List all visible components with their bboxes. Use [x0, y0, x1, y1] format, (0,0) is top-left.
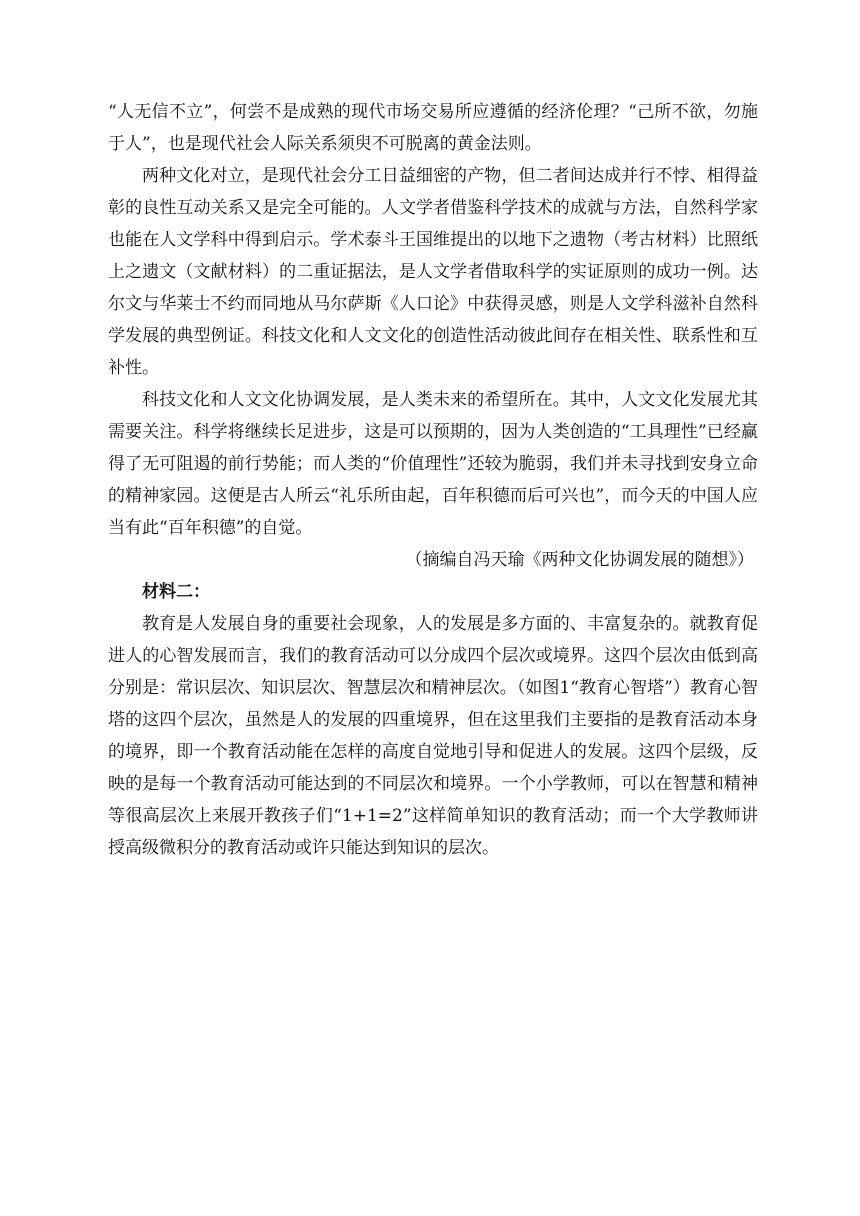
paragraph-continuation: “人无信不立”，何尝不是成熟的现代市场交易所应遵循的经济伦理？“己所不欲，勿施于人”，也是现代社会人际关系须臾不可脱离的黄金法则。 [108, 102, 758, 154]
source-citation: （摘编自冯天瑜《两种文化协调发展的随想》） [405, 550, 754, 570]
paragraph-education: 教育是人发展自身的重要社会现象，人的发展是多方面的、丰富复杂的。就教育促进人的心智发展而言，我们的教育活动可以分成四个层次或境界。这四个层次由低到高分别是：常识层次、知识层次、智慧层次和精神层次。（如图1“教育心智塔”）教育心智塔的这四个层次，虽然是人的发展的四重境界，但在这里我们主要指的是教育活动本身的境界，即一个教育活动能在怎样的高度自觉地引导和促进人的发展。这四个层级，反映的是每一个教育活动可能达到的不同层次和境界。一个小学教师，可以在智慧和精神等很高层次上来展开教孩子们“1+1=2”这样简单知识的教育活动；而一个大学教师讲授高级微积分的教育活动或许只能达到知识的层次。 [108, 614, 758, 858]
section-heading: 材料二： [142, 582, 210, 602]
paragraph-two-cultures: 两种文化对立，是现代社会分工日益细密的产物，但二者间达成并行不悖、相得益彰的良性互动关系又是完全可能的。人文学者借鉴科学技术的成就与方法，自然科学家也能在人文学科中得到启示。学术泰斗王国维提出的以地下之遗物（考古材料）比照纸上之遗文（文献材料）的二重证据法，是人文学者借取科学的实证原则的成功一例。达尔文与华莱士不约而同地从马尔萨斯《人口论》中获得灵感，则是人文学科滋补自然科学发展的典型例证。科技文化和人文文化的创造性活动彼此间存在相关性、联系性和互补性。 [108, 166, 758, 378]
document-body [108, 96, 758, 864]
paragraph-coordinated-development: 科技文化和人文文化协调发展，是人类未来的希望所在。其中，人文文化发展尤其需要关注。科学将继续长足进步，这是可以预期的，因为人类创造的“工具理性”已经赢得了无可阻遏的前行势能；而人类的“价值理性”还较为脆弱，我们并未寻找到安身立命的精神家园。这便是古人所云“礼乐所由起，百年积德而后可兴也”，而今天的中国人应当有此“百年积德”的自觉。 [108, 390, 758, 538]
